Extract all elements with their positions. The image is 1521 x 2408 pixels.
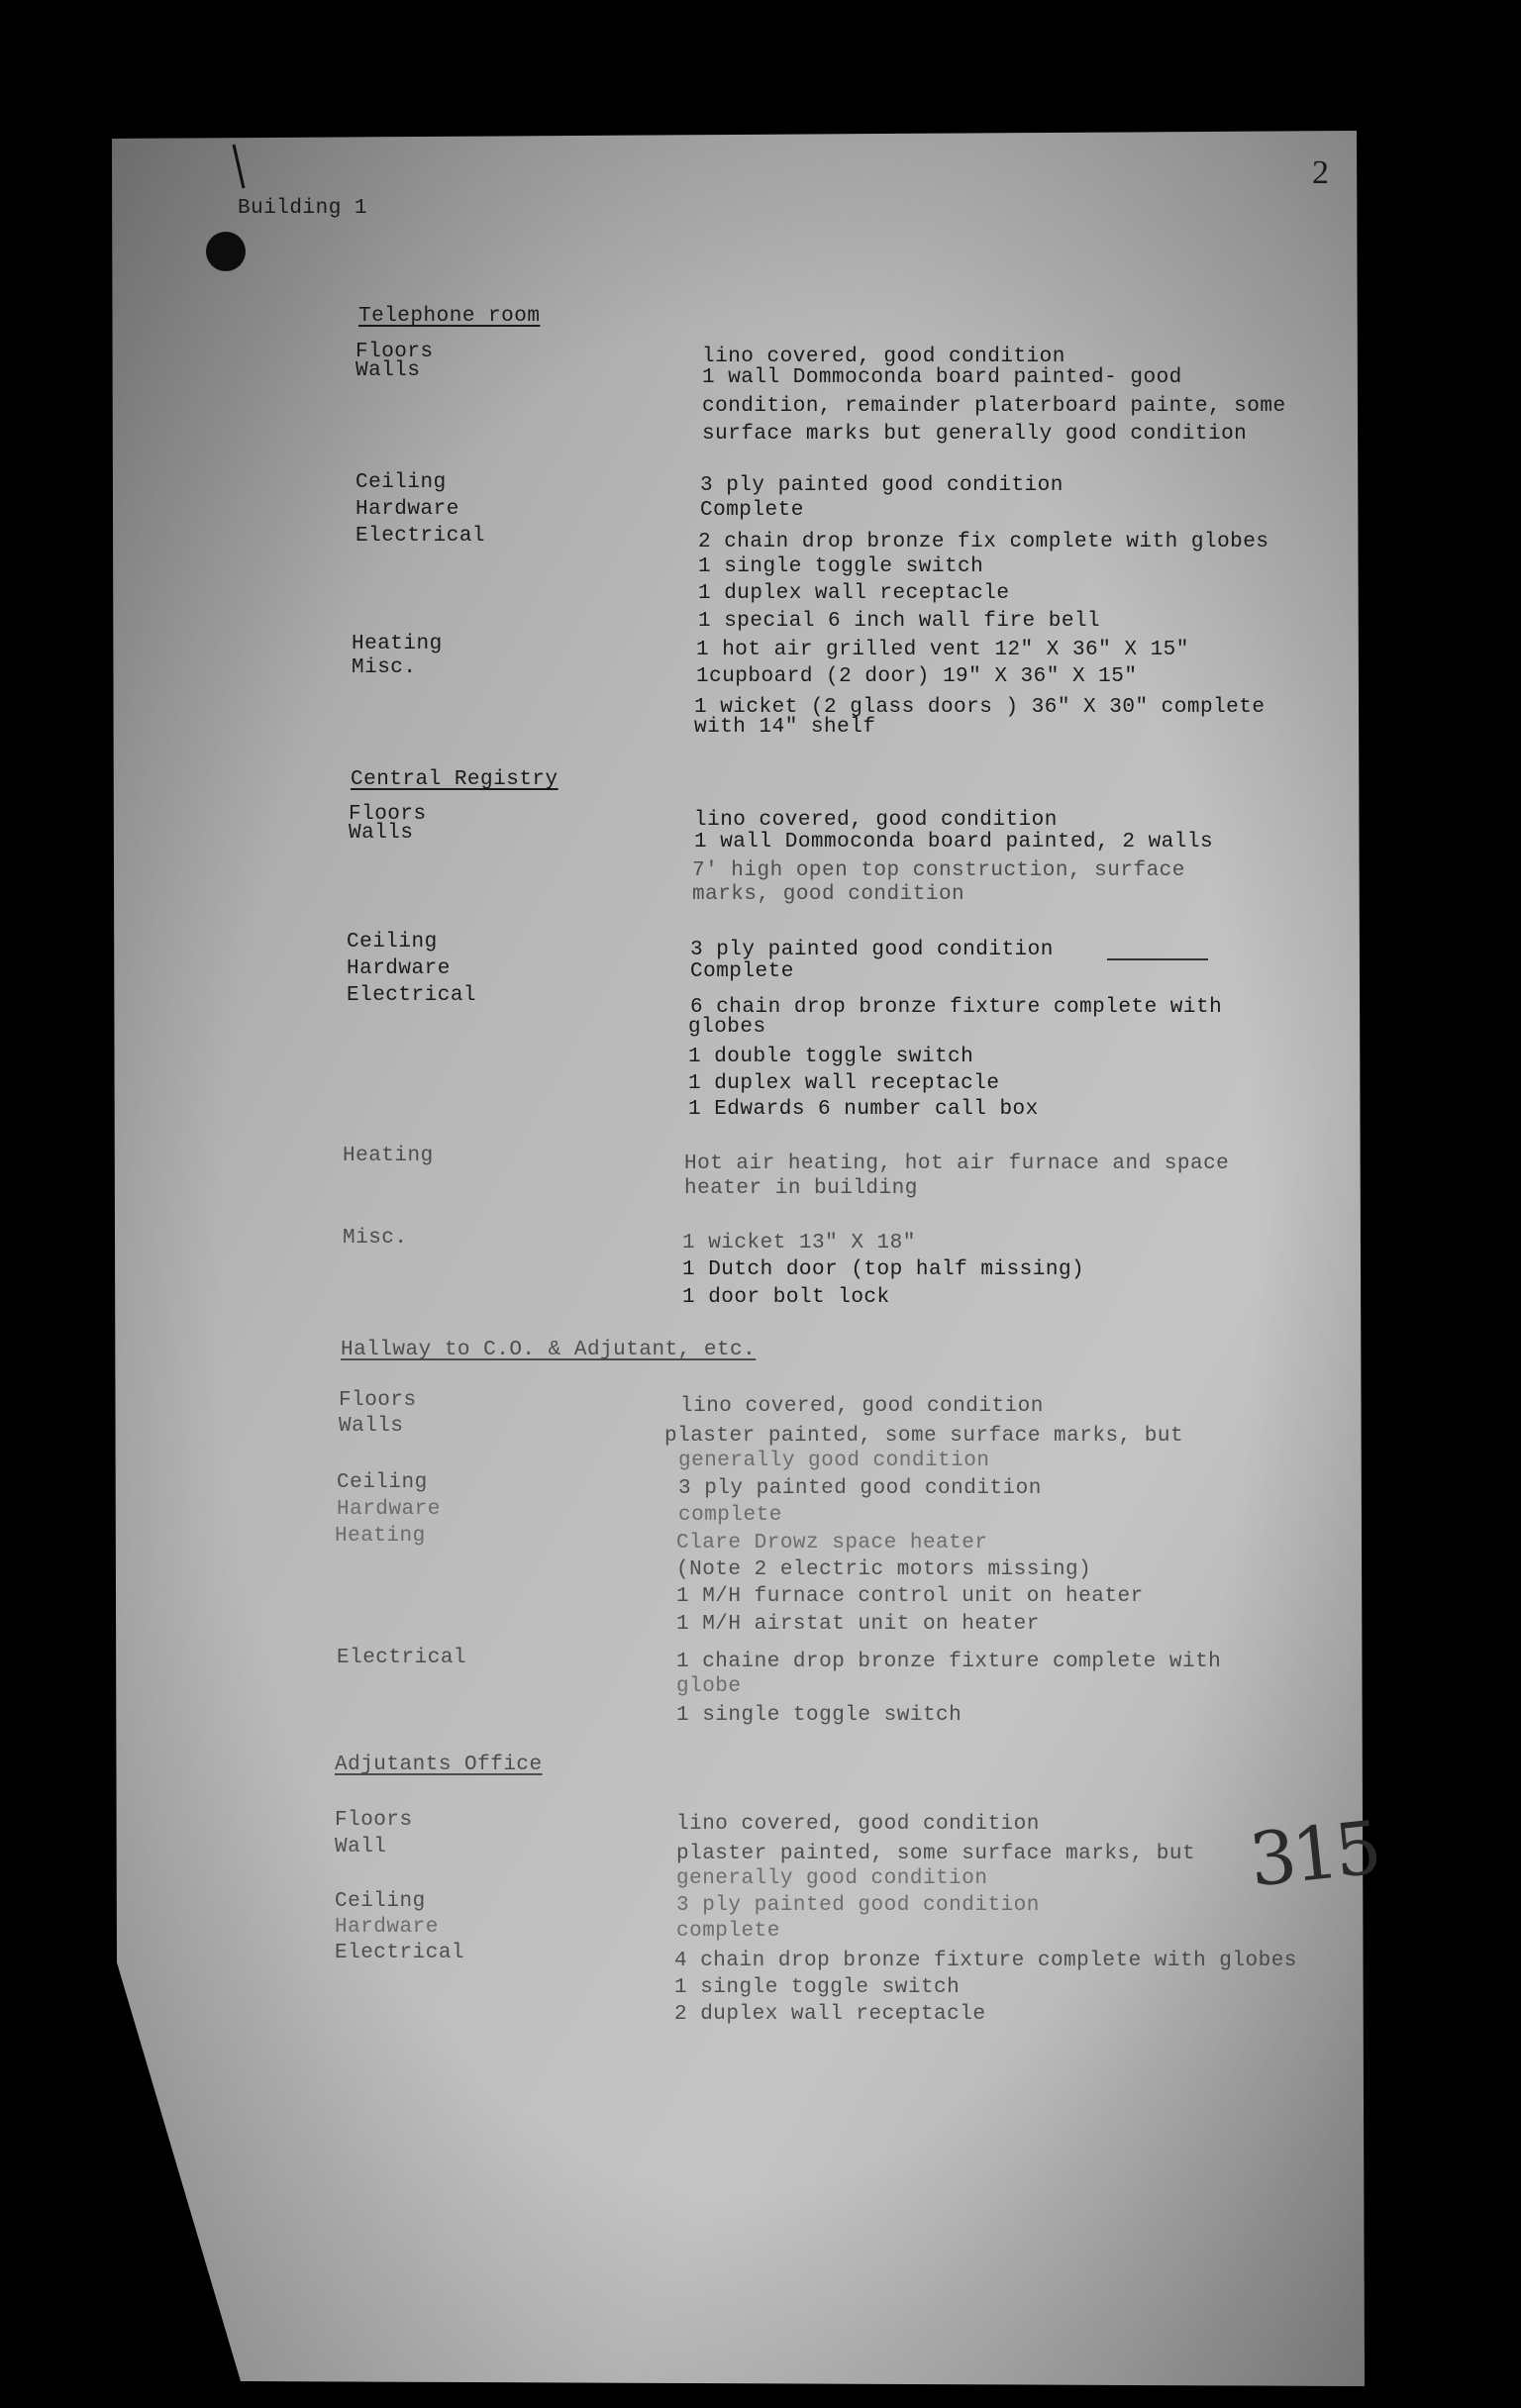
section-title-telephone-room: Telephone room bbox=[358, 305, 541, 328]
value-line: Hot air heating, hot air furnace and space bbox=[684, 1153, 1230, 1175]
label-walls: Walls bbox=[349, 822, 414, 845]
value-line: Complete bbox=[700, 499, 804, 522]
value-line: 1 single toggle switch bbox=[698, 555, 984, 578]
value-line: 1 wicket (2 glass doors ) 36" X 30" complete bbox=[694, 696, 1266, 719]
value-line: globes bbox=[688, 1016, 766, 1039]
value-line: 3 ply painted good condition bbox=[690, 939, 1054, 961]
value-line: plaster painted, some surface marks, but bbox=[664, 1425, 1184, 1448]
value-line: with 14" shelf bbox=[694, 716, 876, 739]
value-line: globe bbox=[676, 1675, 742, 1698]
value-line: 1 double toggle switch bbox=[688, 1046, 974, 1068]
value-line: complete bbox=[678, 1504, 782, 1527]
value-line: 1 hot air grilled vent 12" X 36" X 15" bbox=[696, 639, 1189, 661]
label-floors: Floors bbox=[339, 1389, 417, 1412]
label-floors: Floors bbox=[349, 803, 427, 826]
value-line: 1 special 6 inch wall fire bell bbox=[698, 610, 1101, 633]
value-line: marks, good condition bbox=[692, 883, 965, 906]
value-line: 1 duplex wall receptacle bbox=[698, 582, 1010, 605]
label-electrical: Electrical bbox=[347, 984, 477, 1007]
label-heating: Heating bbox=[335, 1525, 426, 1548]
value-line: generally good condition bbox=[676, 1867, 988, 1890]
value-line: complete bbox=[676, 1920, 780, 1943]
value-line: lino covered, good condition bbox=[694, 809, 1058, 832]
value-line: 2 duplex wall receptacle bbox=[674, 2003, 986, 2026]
value-line: 1 wall Dommoconda board painted, 2 walls bbox=[694, 831, 1214, 853]
value-line: generally good condition bbox=[678, 1450, 990, 1472]
value-line: lino covered, good condition bbox=[676, 1813, 1040, 1836]
label-electrical: Electrical bbox=[337, 1647, 467, 1669]
label-electrical: Electrical bbox=[355, 525, 486, 548]
label-walls: Walls bbox=[355, 359, 421, 382]
value-line: 1 Edwards 6 number call box bbox=[688, 1098, 1039, 1121]
label-hardware: Hardware bbox=[355, 498, 459, 521]
value-line: 1 door bolt lock bbox=[682, 1286, 890, 1309]
label-hardware: Hardware bbox=[337, 1498, 441, 1521]
value-line: 3 ply painted good condition bbox=[700, 474, 1064, 497]
value-line: Clare Drowz space heater bbox=[676, 1532, 988, 1555]
value-line: 1 single toggle switch bbox=[674, 1976, 961, 1999]
label-ceiling: Ceiling bbox=[355, 471, 447, 494]
handwritten-number: 315 bbox=[1245, 1805, 1382, 1904]
value-line: 1 M/H airstat unit on heater bbox=[676, 1613, 1040, 1636]
value-line: 1cupboard (2 door) 19" X 36" X 15" bbox=[696, 665, 1138, 688]
value-line: 3 ply painted good condition bbox=[676, 1894, 1040, 1917]
section-title-adjutants-office: Adjutants Office bbox=[335, 1754, 543, 1776]
section-title-hallway: Hallway to C.O. & Adjutant, etc. bbox=[341, 1339, 757, 1361]
value-line: 1 chaine drop bronze fixture complete with bbox=[676, 1651, 1222, 1673]
label-misc: Misc. bbox=[352, 656, 417, 679]
label-hardware: Hardware bbox=[347, 957, 451, 980]
value-line: condition, remainder platerboard painte, some bbox=[702, 395, 1286, 418]
value-line: 3 ply painted good condition bbox=[678, 1477, 1042, 1500]
label-floors: Floors bbox=[355, 341, 434, 363]
value-line: 1 wicket 13" X 18" bbox=[682, 1232, 916, 1254]
label-wall: Wall bbox=[335, 1836, 387, 1858]
section-title-central-registry: Central Registry bbox=[351, 768, 558, 791]
label-heating: Heating bbox=[343, 1145, 434, 1167]
value-line: 1 Dutch door (top half missing) bbox=[682, 1258, 1085, 1281]
blank-underline bbox=[1107, 958, 1208, 960]
label-ceiling: Ceiling bbox=[337, 1471, 428, 1494]
value-line: 1 duplex wall receptacle bbox=[688, 1072, 1000, 1095]
value-line: plaster painted, some surface marks, but bbox=[676, 1843, 1196, 1865]
label-hardware: Hardware bbox=[335, 1916, 439, 1939]
value-line: lino covered, good condition bbox=[702, 346, 1065, 368]
label-ceiling: Ceiling bbox=[335, 1890, 426, 1913]
value-line: (Note 2 electric motors missing) bbox=[676, 1558, 1092, 1581]
page-number: 2 bbox=[1312, 154, 1330, 191]
value-line: lino covered, good condition bbox=[680, 1395, 1044, 1418]
value-line: 2 chain drop bronze fix complete with globes bbox=[698, 531, 1269, 553]
value-line: 7' high open top construction, surface bbox=[692, 859, 1185, 882]
value-line: heater in building bbox=[684, 1177, 918, 1200]
value-line: 6 chain drop bronze fixture complete with bbox=[690, 996, 1223, 1019]
building-header: Building 1 bbox=[238, 197, 368, 220]
value-line: 1 wall Dommoconda board painted- good bbox=[702, 366, 1182, 389]
value-line: 1 M/H furnace control unit on heater bbox=[676, 1585, 1144, 1608]
value-line: 4 chain drop bronze fixture complete with globes bbox=[674, 1950, 1297, 1972]
label-misc: Misc. bbox=[343, 1227, 408, 1250]
label-walls: Walls bbox=[339, 1415, 404, 1438]
label-floors: Floors bbox=[335, 1809, 413, 1832]
value-line: surface marks but generally good condition bbox=[702, 423, 1248, 446]
value-line: 1 single toggle switch bbox=[676, 1704, 963, 1727]
label-electrical: Electrical bbox=[335, 1942, 465, 1964]
label-ceiling: Ceiling bbox=[347, 931, 438, 953]
label-heating: Heating bbox=[352, 633, 443, 655]
value-line: Complete bbox=[690, 960, 794, 983]
